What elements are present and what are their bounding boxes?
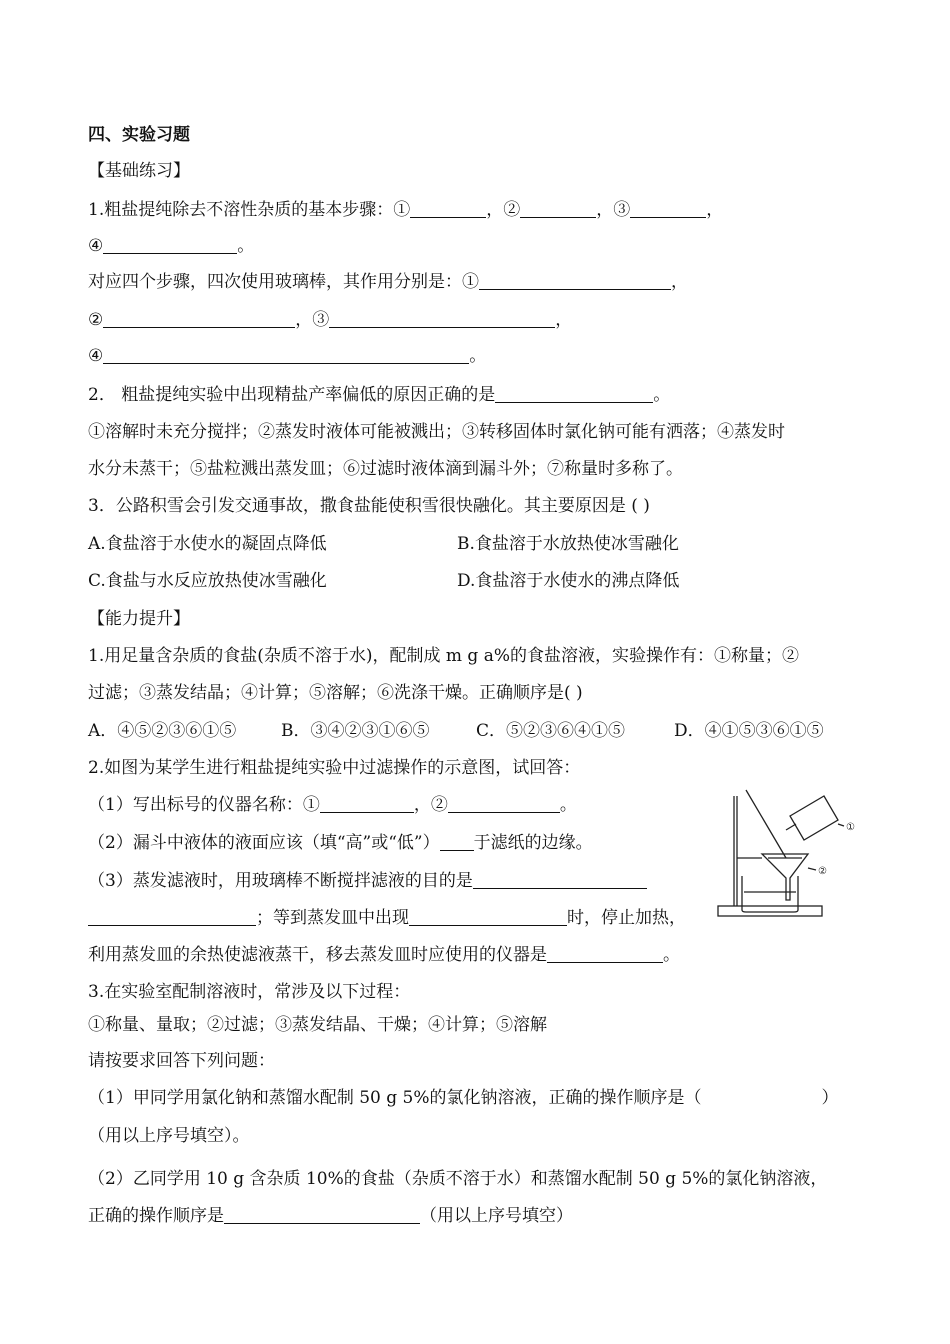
- adv-q3-part2-line1: （2）乙同学用 10 g 含杂质 10%的食盐（杂质不溶于水）和蒸馏水配制 50 g 5%的氯化钠溶液，: [88, 1169, 828, 1189]
- blank[interactable]: [448, 794, 560, 813]
- adv-q1-option-a: A．④⑤②③⑥①⑤: [88, 721, 237, 741]
- advanced-heading: 【能力提升】: [88, 609, 190, 629]
- figure-label-2: ②: [818, 866, 827, 877]
- adv-q3-part2-line2: 正确的操作顺序是 （用以上序号填空）: [88, 1206, 573, 1226]
- blank[interactable]: [410, 199, 486, 218]
- basic-q3-option-c: C.食盐与水反应放热使冰雪融化: [88, 571, 327, 591]
- blank[interactable]: [103, 309, 295, 328]
- adv-q2-part1: （1）写出标号的仪器名称：① ，② 。: [88, 795, 577, 815]
- adv-q1-line2: 过滤；③蒸发结晶；④计算；⑤溶解；⑥洗涤干燥。正确顺序是( ): [88, 683, 583, 703]
- basic-q3-option-b: B.食盐溶于水放热使冰雪融化: [457, 534, 679, 554]
- section-title: 四、实验习题: [88, 125, 190, 145]
- basic-q3-stem: 3．公路积雪会引发交通事故，撒食盐能使积雪很快融化。其主要原因是 ( ): [88, 496, 650, 516]
- adv-q3-steps: ①称量、量取；②过滤；③蒸发结晶、干燥；④计算；⑤溶解: [88, 1015, 547, 1035]
- adv-q2-stem: 2.如图为某学生进行粗盐提纯实验中过滤操作的示意图，试回答：: [88, 758, 581, 778]
- glass-rod: [746, 790, 786, 858]
- blank[interactable]: [440, 832, 474, 851]
- adv-q1-option-c: C．⑤②③⑥④①⑤: [476, 721, 626, 741]
- adv-q2-part2: （2）漏斗中液体的液面应该（填“高”或“低”） 于滤纸的边缘。: [88, 833, 593, 853]
- basic-heading: 【基础练习】: [88, 161, 190, 181]
- basic-q1-rod-line3: ④ 。: [88, 346, 487, 366]
- adv-q1-line1: 1.用足量含杂质的食盐(杂质不溶于水)，配制成 m g a%的食盐溶液，实验操作有：①称量；②: [88, 646, 799, 666]
- adv-q3-ask: 请按要求回答下列问题：: [88, 1051, 275, 1071]
- blank[interactable]: [224, 1205, 420, 1224]
- blank[interactable]: [479, 271, 671, 290]
- blank[interactable]: [320, 794, 414, 813]
- basic-q2-options-2: 水分未蒸干；⑤盐粒溅出蒸发皿；⑥过滤时液体滴到漏斗外；⑦称量时多称了。: [88, 459, 683, 479]
- basic-q2-stem: 2． 粗盐提纯实验中出现精盐产率偏低的原因正确的是 。: [88, 385, 671, 405]
- filtration-apparatus-figure: [712, 788, 862, 924]
- basic-q1-line2: ④ 。: [88, 236, 255, 256]
- stand-base: [718, 906, 822, 916]
- adv-q2-part3-line3: 利用蒸发皿的余热使滤液蒸干，移去蒸发皿时应使用的仪器是 。: [88, 945, 680, 965]
- adv-q3-part1-line1: （1）甲同学用氯化钠和蒸馏水配制 50 g 5%的氯化钠溶液，正确的操作顺序是（ ）: [88, 1088, 839, 1108]
- blank[interactable]: [103, 345, 469, 364]
- blank[interactable]: [103, 235, 237, 254]
- basic-q1-line1: 1.粗盐提纯除去不溶性杂质的基本步骤：① ，② ，③ ，: [88, 200, 724, 220]
- figure-label-1: ①: [846, 822, 855, 833]
- blank[interactable]: [630, 199, 706, 218]
- basic-q3-option-a: A.食盐溶于水使水的凝固点降低: [88, 534, 327, 554]
- funnel: [762, 854, 808, 900]
- blank[interactable]: [520, 199, 596, 218]
- blank[interactable]: [547, 944, 663, 963]
- adv-q2-part3-line1: （3）蒸发滤液时，用玻璃棒不断搅拌滤液的目的是: [88, 869, 647, 893]
- blank[interactable]: [473, 870, 647, 889]
- adv-q1-option-b: B．③④②③①⑥⑤: [281, 721, 430, 741]
- blank[interactable]: [88, 907, 256, 926]
- basic-q3-option-d: D.食盐溶于水使水的沸点降低: [457, 571, 680, 591]
- basic-q2-options-1: ①溶解时未充分搅拌；②蒸发时液体可能被溅出；③转移固体时氯化钠可能有洒落；④蒸发时: [88, 422, 785, 442]
- blank[interactable]: [329, 309, 555, 328]
- adv-q2-part3-line2: ；等到蒸发皿中出现 时，停止加热，: [88, 906, 686, 930]
- callout-line-1: [838, 824, 844, 826]
- pouring-beaker: [790, 796, 838, 840]
- adv-q3-part1-line2: （用以上序号填空）。: [88, 1126, 250, 1146]
- blank[interactable]: [409, 907, 567, 926]
- callout-line-2: [808, 868, 816, 870]
- basic-q1-rod-line1: 对应四个步骤，四次使用玻璃棒，其作用分别是：① ，: [88, 272, 688, 292]
- basic-q1-rod-line2: ② ，③ ，: [88, 310, 573, 330]
- blank[interactable]: [495, 384, 653, 403]
- adv-q3-stem: 3.在实验室配制溶液时，常涉及以下过程：: [88, 982, 411, 1002]
- adv-q1-option-d: D．④①⑤③⑥①⑤: [674, 721, 824, 741]
